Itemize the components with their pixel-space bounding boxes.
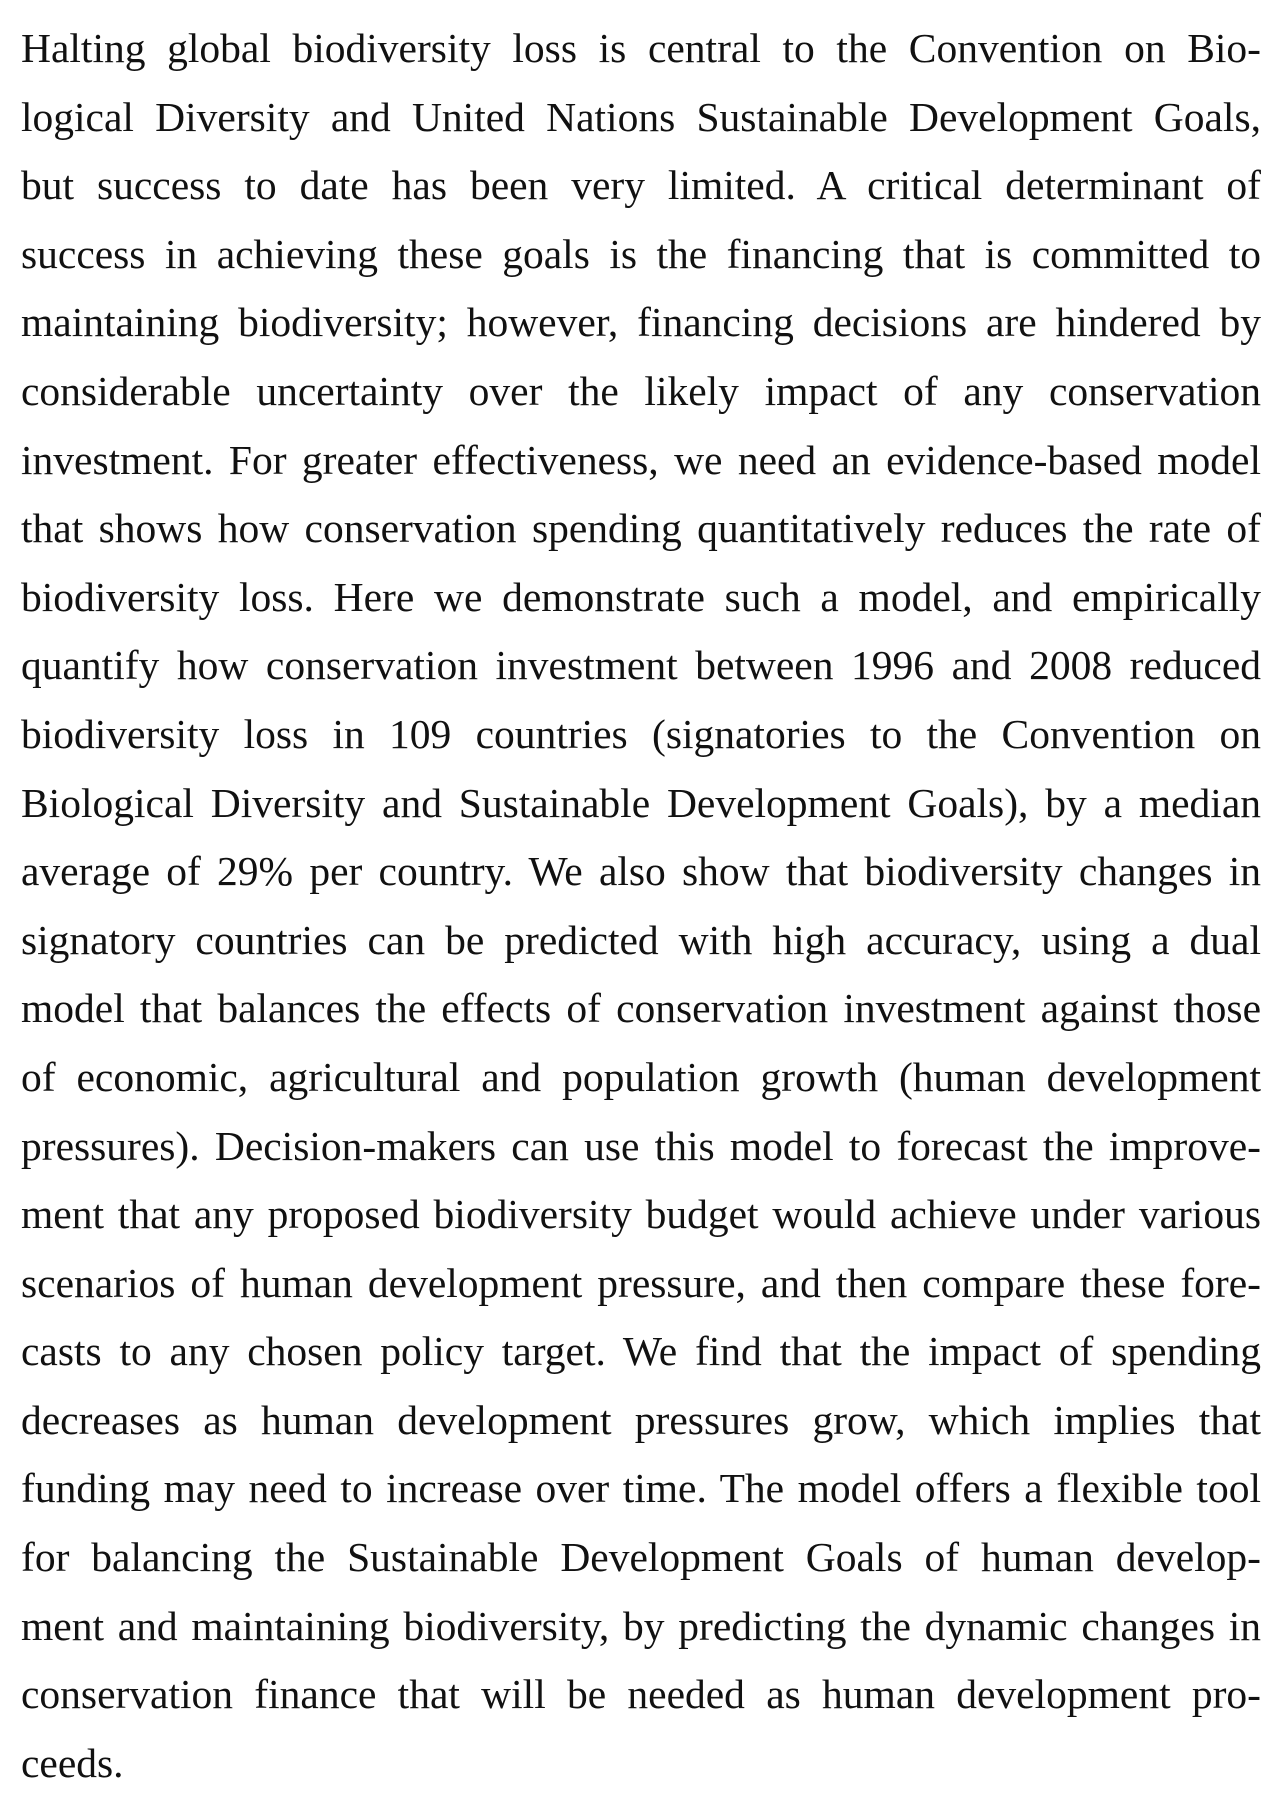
text-line: success in achieving these goals is the financing that is committed to (21, 230, 1261, 277)
text-line: model that balances the effects of conservation investment against those (21, 985, 1261, 1032)
text-line: but success to date has been very limited. A critical determinant of (21, 162, 1261, 209)
text-line: ceeds. (21, 1739, 124, 1786)
text-line: maintaining biodiversity; however, financing decisions are hindered by (21, 299, 1261, 346)
text-line: Halting global biodiversity loss is central to the Convention on Bio- (21, 25, 1261, 71)
text-line: decreases as human development pressures grow, which implies that (21, 1396, 1261, 1443)
text-line: considerable uncertainty over the likely impact of any conservation (21, 367, 1261, 414)
text-line: investment. For greater effectiveness, we need an evidence-based model (21, 436, 1261, 483)
text-line: ment that any proposed biodiversity budget would achieve under various (21, 1191, 1261, 1238)
text-line: scenarios of human development pressure, and then compare these fore- (21, 1259, 1261, 1306)
text-line: quantify how conservation investment between 1996 and 2008 reduced (21, 642, 1261, 689)
text-line: biodiversity loss. Here we demonstrate such a model, and empirically (21, 573, 1261, 620)
text-line: ment and maintaining biodiversity, by predicting the dynamic changes in (21, 1602, 1261, 1649)
text-line: Biological Diversity and Sustainable Development Goals), by a median (21, 779, 1261, 826)
text-line: average of 29% per country. We also show that biodiversity changes in (21, 848, 1261, 895)
text-line: biodiversity loss in 109 countries (signatories to the Convention on (21, 710, 1261, 757)
text-line: casts to any chosen policy target. We find that the impact of spending (21, 1328, 1261, 1375)
text-line: logical Diversity and United Nations Sustainable Development Goals, (21, 93, 1261, 140)
text-line: for balancing the Sustainable Development Goals of human develop- (21, 1534, 1261, 1581)
text-line: funding may need to increase over time. The model offers a flexible tool (21, 1465, 1261, 1512)
text-line: conservation finance that will be needed as human development pro- (21, 1671, 1261, 1718)
text-line: that shows how conservation spending quantitatively reduces the rate of (21, 505, 1261, 552)
text-line: signatory countries can be predicted with high accuracy, using a dual (21, 916, 1261, 963)
text-line: of economic, agricultural and population growth (human development (21, 1053, 1261, 1100)
text-line: pressures). Decision-makers can use this model to forecast the improve- (21, 1122, 1261, 1169)
abstract-paragraph (21, 14, 1261, 1797)
